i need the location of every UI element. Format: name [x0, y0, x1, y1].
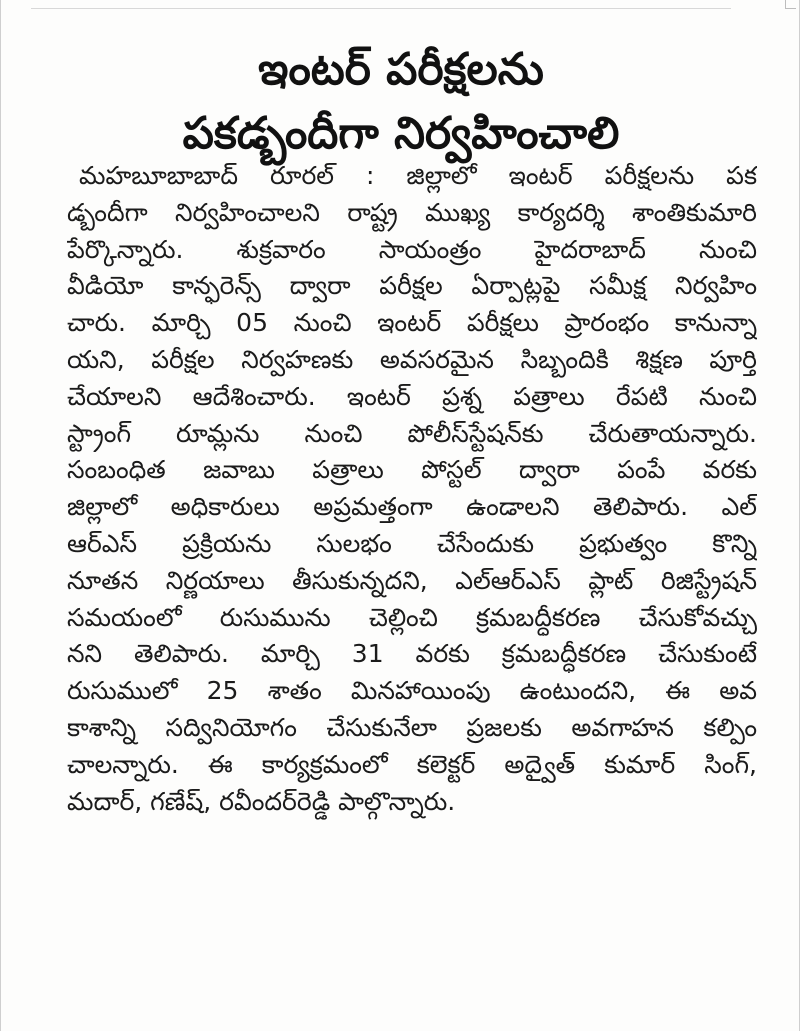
article-body [67, 158, 757, 820]
headline-line-2: పకడ్బందీగా నిర్వహించాలి [182, 108, 620, 159]
top-rule-divider [31, 8, 731, 9]
body-line-10: జిల్లాలో అధికారులు అప్రమత్తంగా ఉండాలని తెలిపారు. ఎల్ [67, 492, 757, 522]
corner-crop-mark [785, 0, 796, 9]
body-line-11: ఆర్ఎస్ ప్రక్రియను సులభం చేసేందుకు ప్రభుత్వం కొన్ని [67, 528, 757, 558]
body-line-17: చాలన్నారు. ఈ కార్యక్రమంలో కలెక్టర్ అద్వైత్ కుమార్ సింగ్, [67, 749, 757, 779]
body-line-12: నూతన నిర్ణయాలు తీసుకున్నదని, ఎల్‌ఆర్‌ఎస్ ప్లాట్ రిజిస్ట్రేషన్ [67, 565, 757, 595]
headline [1, 38, 800, 166]
body-line-6: యని, పరీక్షల నిర్వహణకు అవసరమైన సిబ్బందికి శిక్షణ పూర్తి [67, 344, 757, 374]
body-line-15: రుసుములో 25 శాతం మినహాయింపు ఉంటుందని, ఈ అవ [67, 676, 757, 706]
body-line-16: కాశాన్ని సద్వినియోగం చేసుకునేలా ప్రజలకు అవగాహన కల్పిం [67, 712, 757, 742]
body-line-18: మదార్, గణేష్, రవీందర్‌రెడ్డి పాల్గొన్నారు. [67, 786, 456, 816]
body-line-8: స్ట్రాంగ్ రూమ్లను నుంచి పోలీస్‌స్టేషన్‌కు చేరుతాయన్నారు. [67, 418, 757, 448]
body-line-9: సంబంధిత జవాబు పత్రాలు పోస్టల్ ద్వారా పంపే వరకు [67, 455, 757, 485]
body-line-2: డ్బందీగా నిర్వహించాలని రాష్ట్ర ముఖ్య కార్యదర్శి శాంతికుమారి [67, 197, 757, 227]
body-line-13: సమయంలో రుసుమును చెల్లించి క్రమబద్ధీకరణ చేసుకోవచ్చు [67, 602, 757, 632]
body-line-1: మహబూబాబాద్ రూరల్ : జిల్లాలో ఇంటర్ పరీక్షలను పక [79, 161, 757, 190]
body-line-7: చేయాలని ఆదేశించారు. ఇంటర్ ప్రశ్న పత్రాలు రేపటి నుంచి [67, 381, 757, 411]
headline-line-1: ఇంటర్ పరీక్షలను [258, 44, 544, 95]
body-line-4: వీడియో కాన్ఫరెన్స్ ద్వారా పరీక్షల ఏర్పాట్లపై సమీక్ష నిర్వహిం [67, 271, 757, 301]
body-line-3: పేర్కొన్నారు. శుక్రవారం సాయంత్రం హైదరాబాద్ నుంచి [67, 234, 757, 264]
body-line-5: చారు. మార్చి 05 నుంచి ఇంటర్ పరీక్షలు ప్రారంభం కానున్నా [67, 308, 757, 338]
body-line-14: నని తెలిపారు. మార్చి 31 వరకు క్రమబద్ధీకరణ చేసుకుంటే [67, 639, 757, 669]
